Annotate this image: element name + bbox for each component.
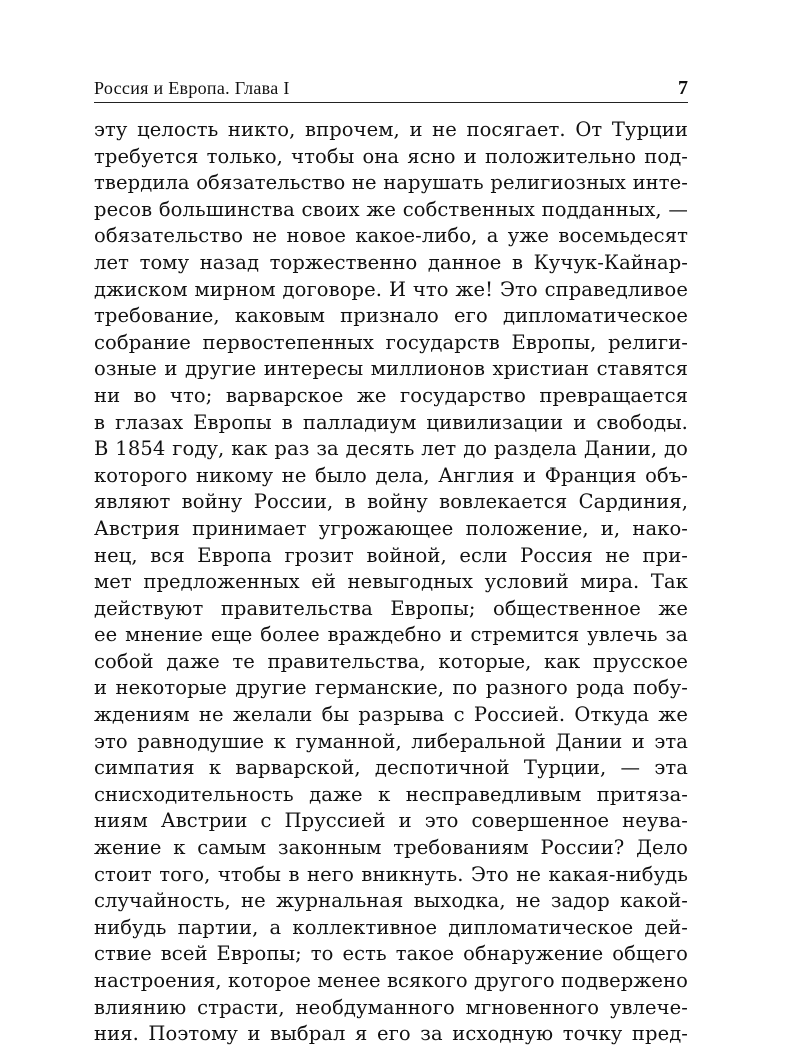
header-rule	[94, 102, 688, 103]
page-number: 7	[678, 77, 688, 99]
text-line: и некоторые другие германские, по разного рода побу-	[94, 676, 688, 700]
text-line: собрание первостепенных государств Европы, религи-	[94, 330, 688, 354]
text-line: влиянию страсти, необдуманного мгновенного увлече-	[94, 995, 688, 1019]
text-line: ни во что; варварское же государство превращается	[94, 383, 688, 407]
text-line: джиском мирном договоре. И что же! Это справедливое	[94, 277, 688, 301]
text-line: ния. Поэтому и выбрал я его за исходную точку пред-	[94, 1022, 688, 1046]
text-line: которого никому не было дела, Англия и Франция объ-	[94, 463, 688, 487]
text-line: являют войну России, в войну вовлекается Сардиния,	[94, 490, 688, 514]
text-line: ствие всей Европы; то есть такое обнаружение общего	[94, 942, 688, 966]
text-line: это равнодушие к гуманной, либеральной Дании и эта	[94, 729, 688, 753]
running-head	[94, 74, 688, 102]
text-line: нибудь партии, а коллективное дипломатическое дей-	[94, 915, 688, 939]
text-line: настроения, которое менее всякого другого подвержено	[94, 969, 688, 992]
text-line: ресов большинства своих же собственных подданных, —	[94, 197, 688, 221]
body-text	[94, 117, 688, 1048]
text-line: ниям Австрии с Пруссией и это совершенное неува-	[94, 809, 688, 833]
text-line: требуется только, чтобы она ясно и положительно под-	[94, 144, 688, 168]
text-line: Австрия принимает угрожающее положение, и, нако-	[94, 516, 688, 540]
text-line: эту целость никто, впрочем, и не посягает. От Турции	[94, 118, 688, 141]
text-line: ее мнение еще более враждебно и стремится увлечь за	[94, 623, 688, 647]
text-line: ждениям не желали бы разрыва с Россией. Откуда же	[94, 703, 688, 727]
text-line: требование, каковым признало его дипломатическое	[94, 304, 688, 328]
text-line: случайность, не журнальная выходка, не задор какой-	[94, 889, 688, 913]
text-line: мет предложенных ей невыгодных условий мира. Так	[94, 570, 688, 594]
text-line: лет тому назад торжественно данное в Кучук-Кайнар-	[94, 250, 688, 274]
text-line: собой даже те правительства, которые, как прусское	[94, 649, 688, 673]
running-title: Россия и Европа. Глава I	[94, 78, 290, 98]
text-line: твердила обязательство не нарушать религиозных инте-	[94, 171, 688, 195]
text-line: нец, вся Европа грозит войной, если Россия не при-	[94, 543, 688, 567]
text-line: в глазах Европы в палладиум цивилизации и свободы.	[94, 410, 688, 434]
text-line: стоит того, чтобы в него вникнуть. Это не какая-нибудь	[94, 862, 688, 886]
text-line: снисходительность даже к несправедливым притяза-	[94, 782, 688, 806]
text-line: обязательство не новое какое-либо, а уже восемьдесят	[94, 224, 688, 248]
text-line: симпатия к варварской, деспотичной Турции, — эта	[94, 756, 688, 780]
text-line: жение к самым законным требованиям России? Дело	[94, 836, 688, 860]
text-line: В 1854 году, как раз за десять лет до раздела Дании, до	[94, 437, 688, 461]
text-line: озные и другие интересы миллионов христиан ставятся	[94, 357, 688, 381]
text-line: действуют правительства Европы; общественное же	[94, 596, 688, 620]
